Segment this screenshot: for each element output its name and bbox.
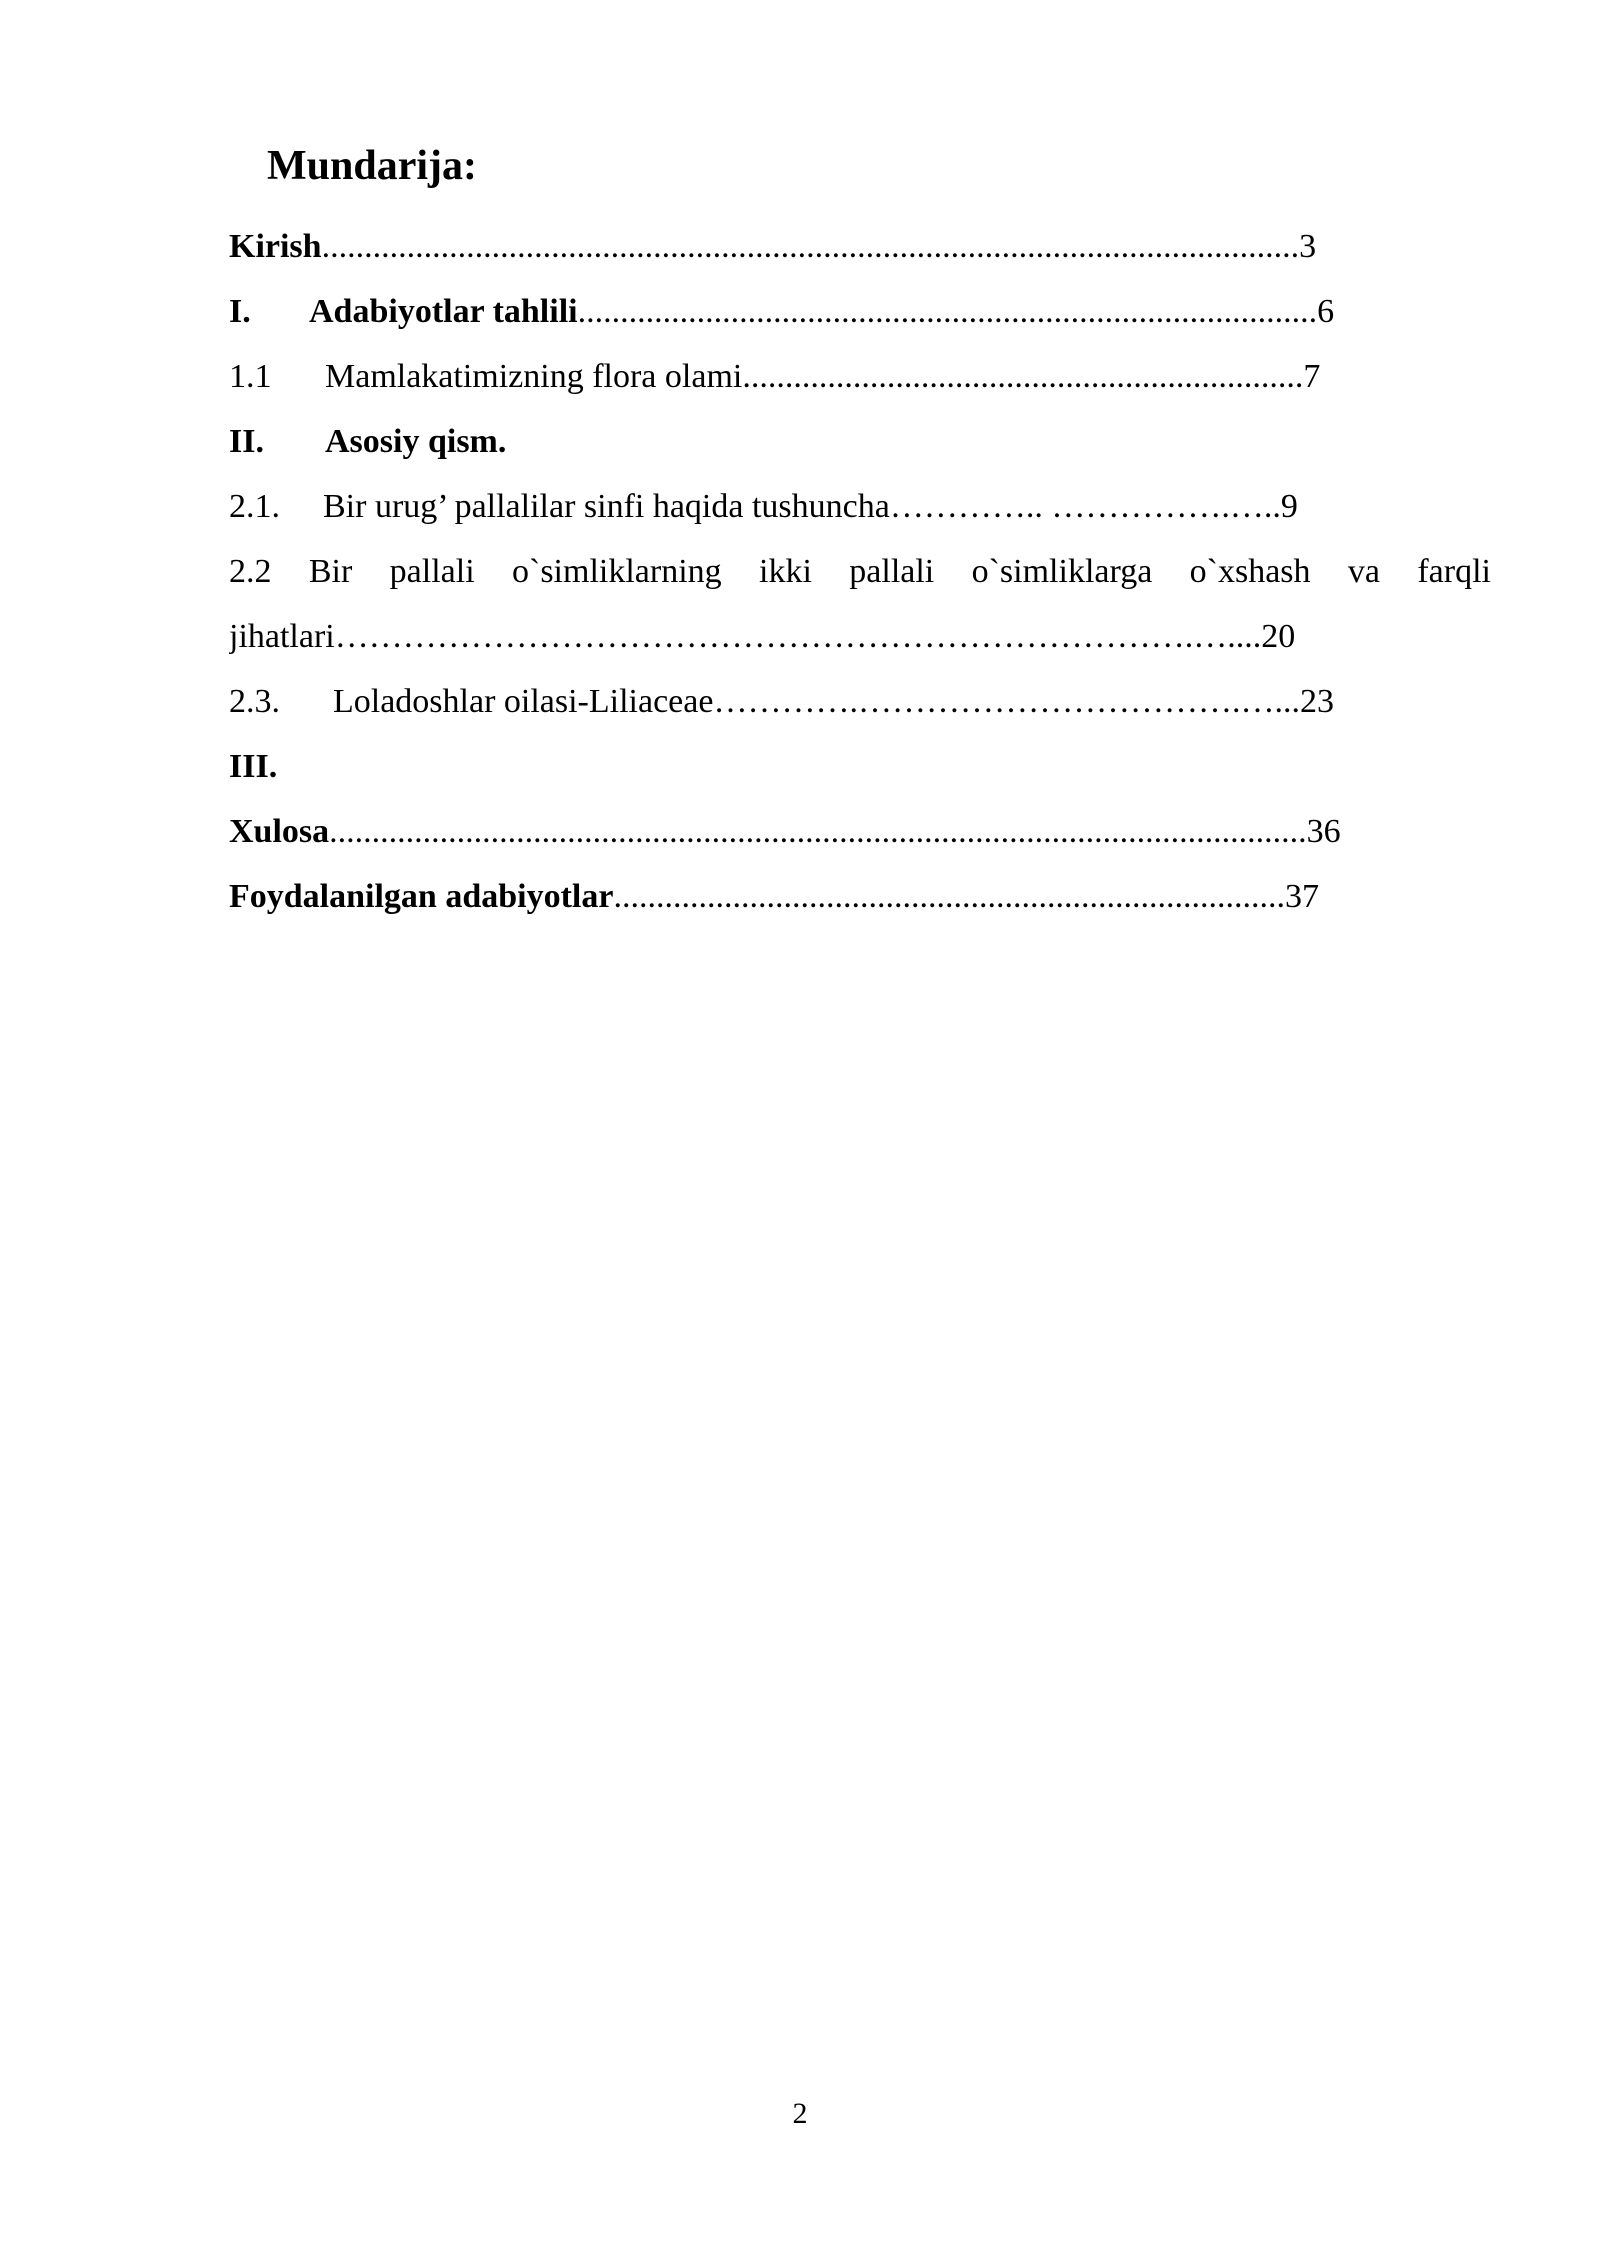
entry-word: o`xshash (1189, 553, 1311, 590)
section-number: III. (229, 748, 278, 785)
page-number: 2 (792, 2097, 808, 2130)
entry-title: jihatlari (229, 618, 335, 655)
toc-heading: Mundarija: (267, 143, 477, 189)
entry-page: 7 (1303, 358, 1321, 395)
entry-page: 6 (1317, 293, 1335, 330)
entry-word: ikki (759, 553, 812, 590)
entry-page: 20 (1261, 618, 1296, 655)
leader-dots: ................................................................................................................... (329, 813, 1307, 850)
toc-entry-2-3 (229, 669, 1491, 734)
entry-page: 3 (1299, 228, 1317, 265)
toc-entry-section-2 (229, 409, 1491, 474)
toc-entry-xulosa (229, 799, 1491, 864)
entry-word: farqli (1417, 553, 1491, 590)
entry-page: 37 (1284, 878, 1319, 915)
toc-entry-1-1 (229, 344, 1491, 409)
entry-page: 9 (1280, 488, 1298, 525)
entry-title: Loladoshlar oilasi-Liliaceae (333, 683, 714, 720)
toc-entry-section-3 (229, 734, 1491, 799)
entry-word: o`simliklarning (512, 553, 722, 590)
toc-entry-kirish (229, 214, 1491, 279)
section-number: 2.3. (229, 683, 280, 720)
entry-word: pallali (849, 553, 935, 590)
entry-page: 36 (1306, 813, 1341, 850)
toc-entry-section-1 (229, 279, 1491, 344)
toc-entry-2-1 (229, 474, 1491, 539)
toc-entry-2-2-continued (229, 604, 1491, 669)
toc-entry-references (229, 864, 1491, 929)
leader-dots: ............................................................................... (613, 878, 1285, 915)
entry-title: Foydalanilgan adabiyotlar (229, 878, 614, 915)
entry-word: pallali (389, 553, 475, 590)
entry-title: Kirish (229, 228, 322, 265)
section-number: 2.2 (229, 553, 272, 590)
entry-title: Adabiyotlar tahlili (309, 293, 578, 330)
section-number: 2.1. (229, 488, 280, 525)
entry-title: Mamlakatimizning flora olami (325, 358, 743, 395)
section-number: II. (229, 423, 264, 460)
table-of-contents (229, 214, 1491, 929)
toc-entry-2-2 (229, 539, 1491, 604)
leader-dots: ................................................................................................................... (321, 228, 1300, 265)
entry-word: o`simliklarga (971, 553, 1153, 590)
entry-word: Bir (308, 553, 353, 590)
section-number: I. (229, 293, 251, 330)
leader-dots: ………………………………………………………………….….... (334, 618, 1262, 655)
entry-title: Bir urug’ pallalilar sinfi haqida tushuncha (323, 488, 890, 525)
entry-title: Xulosa (229, 813, 330, 850)
entry-title: Asosiy qism. (325, 423, 507, 460)
entry-page: 23 (1299, 683, 1334, 720)
leader-dots: ....................................................................................... (577, 293, 1318, 330)
section-number: 1.1 (229, 358, 272, 395)
entry-word: va (1347, 553, 1380, 590)
leader-dots: ………….. …………….….. (889, 488, 1281, 525)
leader-dots: ………….…………………………….…... (713, 683, 1300, 720)
leader-dots: .................................................................. (742, 358, 1304, 395)
